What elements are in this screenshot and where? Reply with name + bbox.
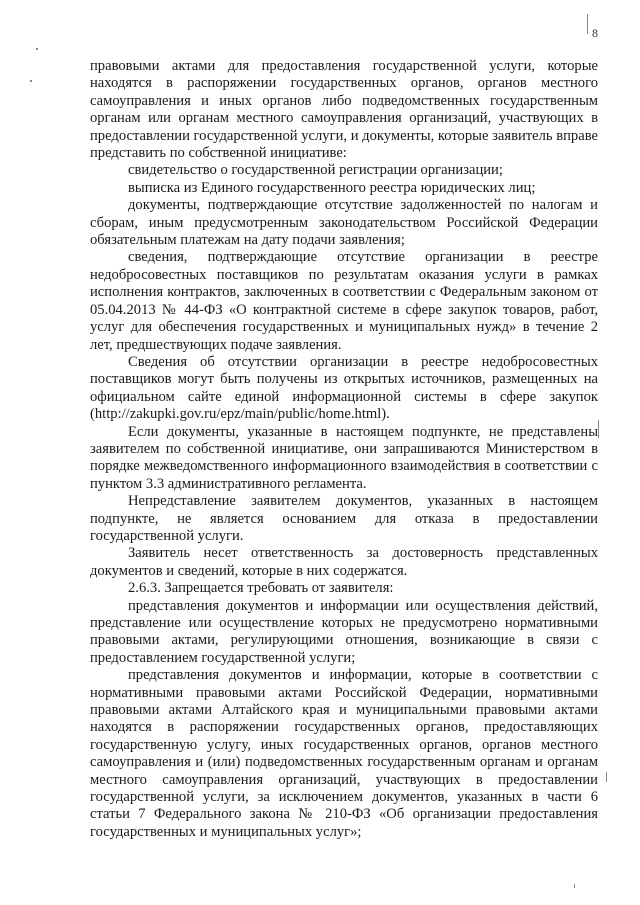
- scan-mark-top: [587, 14, 588, 34]
- paragraph-interagency-request: Если документы, указанные в настоящем подпункте, не представлены заявителем по собственной инициативе, они запрашиваются Министерством в порядке межведомственного информационного взаимодействия в соответствии с пунктом 3.3 административного регламента.: [90, 423, 598, 492]
- paragraph-continuation: правовыми актами для предоставления государственной услуги, которые находятся в распоряжении государственных органов, органов местного самоуправления и иных органов либо подведомственных государственным органам или органам местного самоуправления организаций, участвующих в предоставлении государственной услуги, и документы, которые заявитель вправе представить по собственной инициативе:: [90, 58, 598, 162]
- list-item-no-tax-debt: документы, подтверждающие отсутствие задолженностей по налогам и сборам, иным предусмотренным законодательством Российской Федерации обязательным платежам на дату подачи заявления;: [90, 197, 598, 249]
- list-item-registration-certificate: свидетельство о государственной регистрации организации;: [128, 162, 503, 179]
- paragraph-open-sources: Сведения об отсутствии организации в реестре недобросовестных поставщиков могут быть получены из открытых источников, размещенных на официальном сайте единой информационной системы в сфере закупок (http://zakupki.gov.ru/epz/main/public/home.html).: [90, 353, 598, 423]
- paragraph-non-submission: Непредставление заявителем документов, указанных в настоящем подпункте, не является основанием для отказа в предоставлении государственной услуги.: [90, 493, 598, 544]
- scan-mark-left-dot-2: [30, 80, 32, 82]
- scan-mark-right-line: [598, 420, 599, 438]
- scan-mark-left-dot: [36, 48, 38, 50]
- list-item-egrul-extract: выписка из Единого государственного реестра юридических лиц;: [128, 179, 536, 196]
- list-item-documents-in-possession: представления документов и информации, которые в соответствии с нормативными правовыми актами Российской Федерации, нормативными правовыми актами Алтайского края и муниципальными правовыми актами находятся в распоряжении государственных органов, предоставляющих государственную услугу, иных государственных органов, органов местного самоуправления и (или) подведомственных государственным органам и органам местного самоуправления организаций, участвующих в предоставлении государственной услуги, за исключением документов, указанных в части 6 статьи 7 Федерального закона № 210-ФЗ «Об организации предоставления государственных и муниципальных услуг»;: [90, 667, 598, 840]
- list-item-documents-not-required: представления документов и информации или осуществления действий, представление или осуществление которых не предусмотрено нормативными правовыми актами, регулирующими отношения, возникающие в связи с предоставлением государственной услуги;: [90, 597, 598, 666]
- scan-mark-right-line-2: [606, 772, 607, 782]
- document-body: [90, 58, 598, 841]
- list-item-unfair-suppliers-register: сведения, подтверждающие отсутствие организации в реестре недобросовестных поставщиков по результатам оказания услуги в рамках исполнения контрактов, заключенных в соответствии с Федеральным законом от 05.04.2013 № 44-ФЗ «О контрактной системе в сфере закупок товаров, работ, услуг для обеспечения государственных и муниципальных нужд» в течение 2 лет, предшествующих подаче заявления.: [90, 249, 598, 353]
- scan-mark-bottom-dot: [574, 884, 575, 888]
- section-heading-2-6-3: 2.6.3. Запрещается требовать от заявителя:: [128, 580, 394, 597]
- paragraph-responsibility: Заявитель несет ответственность за достоверность представленных документов и сведений, которые в них содержатся.: [90, 545, 598, 579]
- page-number: 8: [592, 26, 598, 40]
